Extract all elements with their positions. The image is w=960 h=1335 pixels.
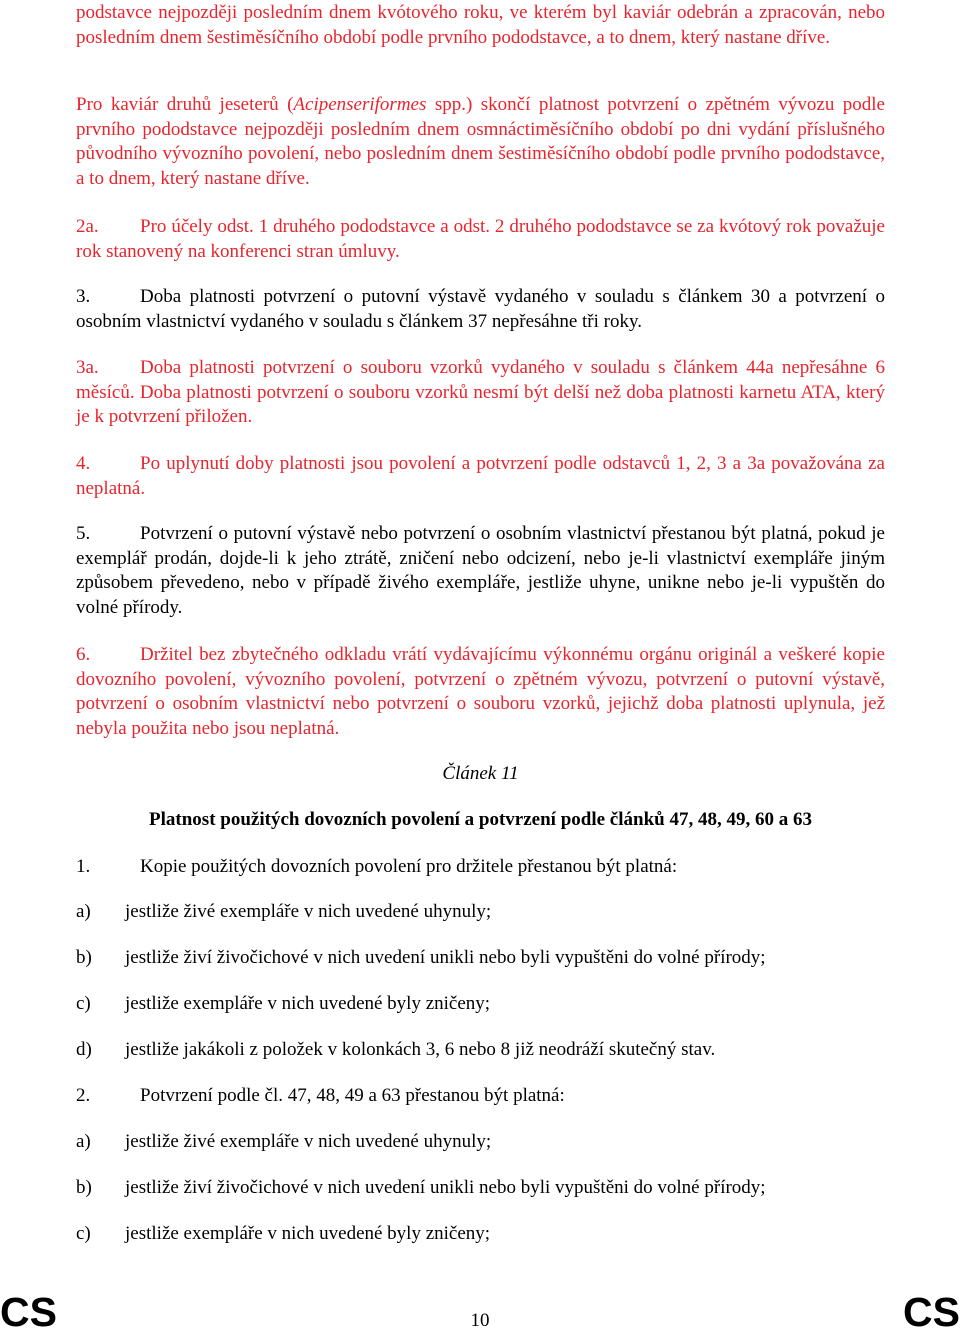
paragraph-number: 5. xyxy=(76,523,91,544)
paragraph-text: Po uplynutí doby platnosti jsou povolení a potvrzení podle odstavců 1, 2, 3 a 3a považována za neplatná. xyxy=(76,453,885,499)
list-marker: b) xyxy=(76,947,92,968)
paragraph-text: podstavce nejpozději posledním dnem kvótového roku, ve kterém byl kaviár odebrán a zpracován, nebo posledním dnem šestiměsíčního období podle prvního pododstavce, a to dnem, který nastane dříve. xyxy=(76,2,885,48)
paragraph-number: 2a. xyxy=(76,216,99,237)
paragraph-caviar xyxy=(76,93,885,191)
paragraph-text: Doba platnosti potvrzení o souboru vzorků vydaného v souladu s článkem 44a nepřesáhne 6 měsíců. Doba platnosti potvrzení o souboru vzorků nesmí být delší než doba platnosti karnetu ATA, který je k potvrzení přiložen. xyxy=(76,357,885,427)
list-item xyxy=(76,1130,885,1155)
paragraph-number: 1. xyxy=(76,856,91,877)
paragraph-number: 3. xyxy=(76,286,91,307)
list-item xyxy=(76,900,885,925)
list-item xyxy=(76,946,885,971)
article-title: Platnost použitých dovozních povolení a potvrzení podle článků 47, 48, 49, 60 a 63 xyxy=(149,809,812,830)
paragraph-text: Držitel bez zbytečného odkladu vrátí vydávajícímu výkonnému orgánu originál a veškeré kopie dovozního povolení, vývozního povolení, potvrzení o zpětném vývozu, potvrzení o putovní výstavě, potvrzení o osobním vlastnictví nebo potvrzení o souboru vzorků, jejichž doba platnosti uplynula, jež nebyla použita nebo jsou neplatná. xyxy=(76,644,885,739)
paragraph-6 xyxy=(76,643,885,741)
list-item-text: jestliže živé exempláře v nich uvedené uhynuly; xyxy=(125,1131,492,1152)
paragraph-text: Pro kaviár druhů jeseterů ( xyxy=(76,94,294,115)
list-marker: b) xyxy=(76,1177,92,1198)
section-2 xyxy=(76,1084,885,1109)
paragraph-text: Potvrzení o putovní výstavě nebo potvrzení o osobním vlastnictví přestanou být platná, pokud je exemplář prodán, dojde-li k jeho ztrátě, zničení nebo odcizení, nebo je-li vlastnictví exempláře jiným způsobem převedeno, nebo v případě živého exempláře, jestliže uhyne, unikne nebo je-li vypuštěn do volné přírody. xyxy=(76,523,885,618)
paragraph-continuation xyxy=(76,1,885,50)
paragraph-number: 2. xyxy=(76,1085,91,1106)
list-marker: d) xyxy=(76,1039,92,1060)
list-marker: c) xyxy=(76,1223,91,1244)
list-marker: c) xyxy=(76,993,91,1014)
article-number: Článek 11 xyxy=(442,763,519,784)
list-marker: a) xyxy=(76,1131,91,1152)
list-item-text: jestliže exempláře v nich uvedené byly zničeny; xyxy=(125,993,491,1014)
paragraph-5 xyxy=(76,522,885,620)
list-item xyxy=(76,1038,885,1063)
paragraph-2a xyxy=(76,215,885,264)
footer-language-left: CS xyxy=(0,1289,57,1335)
paragraph-number: 6. xyxy=(76,644,91,665)
paragraph-3 xyxy=(76,285,885,334)
list-item xyxy=(76,1176,885,1201)
list-item-text: jestliže jakákoli z položek v kolonkách 3, 6 nebo 8 již neodráží skutečný stav. xyxy=(125,1039,716,1060)
paragraph-3a xyxy=(76,356,885,430)
paragraph-text: Pro účely odst. 1 druhého pododstavce a odst. 2 druhého pododstavce se za kvótový rok považuje rok stanovený na konferenci stran úmluvy. xyxy=(76,216,885,262)
paragraph-text: Doba platnosti potvrzení o putovní výstavě vydaného v souladu s článkem 30 a potvrzení o osobním vlastnictví vydaného v souladu s článkem 37 nepřesáhne tři roky. xyxy=(76,286,885,332)
list-item-text: jestliže živé exempláře v nich uvedené uhynuly; xyxy=(125,901,492,922)
page-number: 10 xyxy=(470,1310,490,1331)
species-name: Acipenseriformes xyxy=(293,94,427,115)
list-item xyxy=(76,992,885,1017)
paragraph-text: Potvrzení podle čl. 47, 48, 49 a 63 přestanou být platná: xyxy=(140,1085,565,1106)
list-marker: a) xyxy=(76,901,91,922)
footer-language-right: CS xyxy=(903,1289,960,1335)
list-item xyxy=(76,1222,885,1247)
paragraph-number: 3a. xyxy=(76,357,99,378)
paragraph-text: spp.) skončí platnost potvrzení o zpětném vývozu podle prvního pododstavce nejpozději posledním dnem osmnáctiměsíčního období po dni vydání příslušného původního vývozního povolení, nebo posledním dnem šestiměsíčního období podle prvního pododstavce, a to dnem, který nastane dříve. xyxy=(76,94,885,189)
paragraph-number: 4. xyxy=(76,453,91,474)
list-item-text: jestliže exempláře v nich uvedené byly zničeny; xyxy=(125,1223,491,1244)
list-item-text: jestliže živí živočichové v nich uvedení unikli nebo byli vypuštěni do volné přírody; xyxy=(125,947,766,968)
section-1 xyxy=(76,855,885,880)
paragraph-4 xyxy=(76,452,885,501)
list-item-text: jestliže živí živočichové v nich uvedení unikli nebo byli vypuštěni do volné přírody; xyxy=(125,1177,766,1198)
paragraph-text: Kopie použitých dovozních povolení pro držitele přestanou být platná: xyxy=(140,856,678,877)
